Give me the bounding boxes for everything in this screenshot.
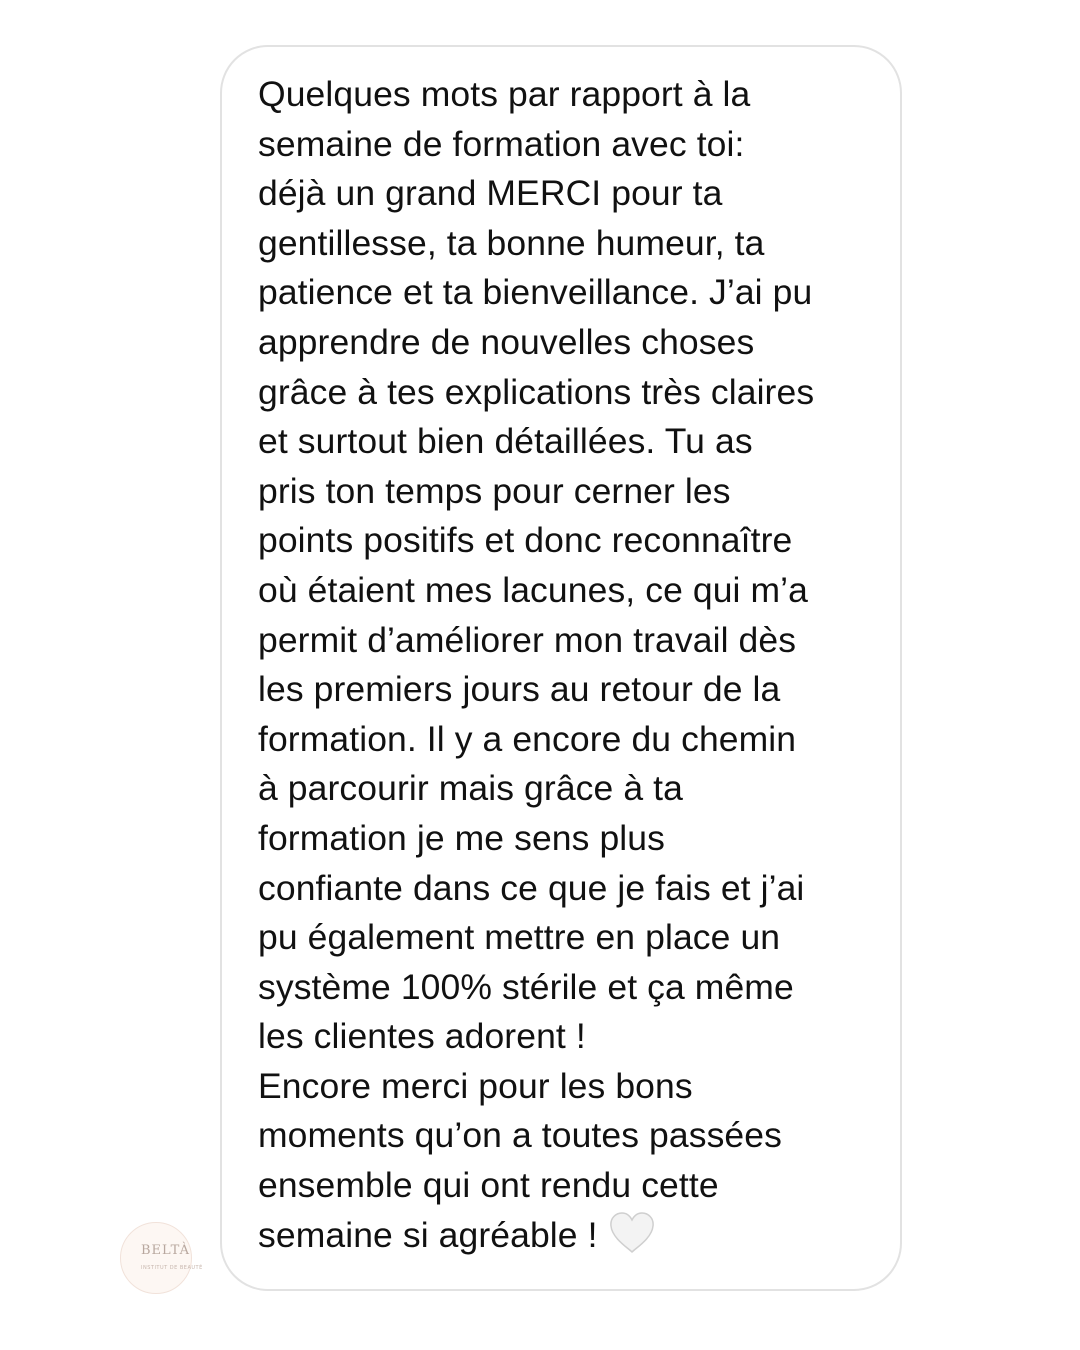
avatar-logo [139,1223,203,1293]
message-line: points positifs et donc reconnaître [258,520,793,561]
sender-avatar[interactable] [120,1222,203,1294]
message-line: gentillesse, ta bonne humeur, ta [258,222,765,263]
message-line: apprendre de nouvelles choses [258,321,755,362]
message-line: ensemble qui ont rendu cette [258,1165,719,1206]
message-line: confiante dans ce que je fais et j’ai [258,867,805,908]
message-line: pu également mettre en place un [258,917,781,958]
message-line: Encore merci pour les bons [258,1065,693,1106]
message-line: patience et ta bienveillance. J’ai pu [258,272,813,313]
message-line: où étaient mes lacunes, ce qui m’a [258,569,809,610]
message-line: déjà un grand MERCI pour ta [258,173,723,214]
message-line: les clientes adorent ! [258,1016,586,1057]
message-line: semaine si agréable ! [258,1214,598,1255]
message-line: les premiers jours au retour de la [258,669,781,710]
message-line: semaine de formation avec toi: [258,123,745,164]
white-heart-icon [608,1211,656,1255]
message-last-line [258,1211,878,1261]
message-line: permit d’améliorer mon travail dès [258,619,797,660]
message-line: grâce à tes explications très claires [258,371,815,412]
message-text [258,70,878,1260]
avatar-logo-name: BELTÀ [141,1243,190,1258]
message-line: pris ton temps pour cerner les [258,470,731,511]
message-line: système 100% stérile et ça même [258,966,794,1007]
message-line: formation je me sens plus [258,817,665,858]
message-line: à parcourir mais grâce à ta [258,768,683,809]
avatar-logo-tagline: INSTITUT DE BEAUTÉ [141,1265,203,1271]
message-line: Quelques mots par rapport à la [258,74,751,114]
message-line: formation. Il y a encore du chemin [258,718,797,759]
message-line: moments qu’on a toutes passées [258,1115,782,1156]
message-line: et surtout bien détaillées. Tu as [258,421,753,462]
